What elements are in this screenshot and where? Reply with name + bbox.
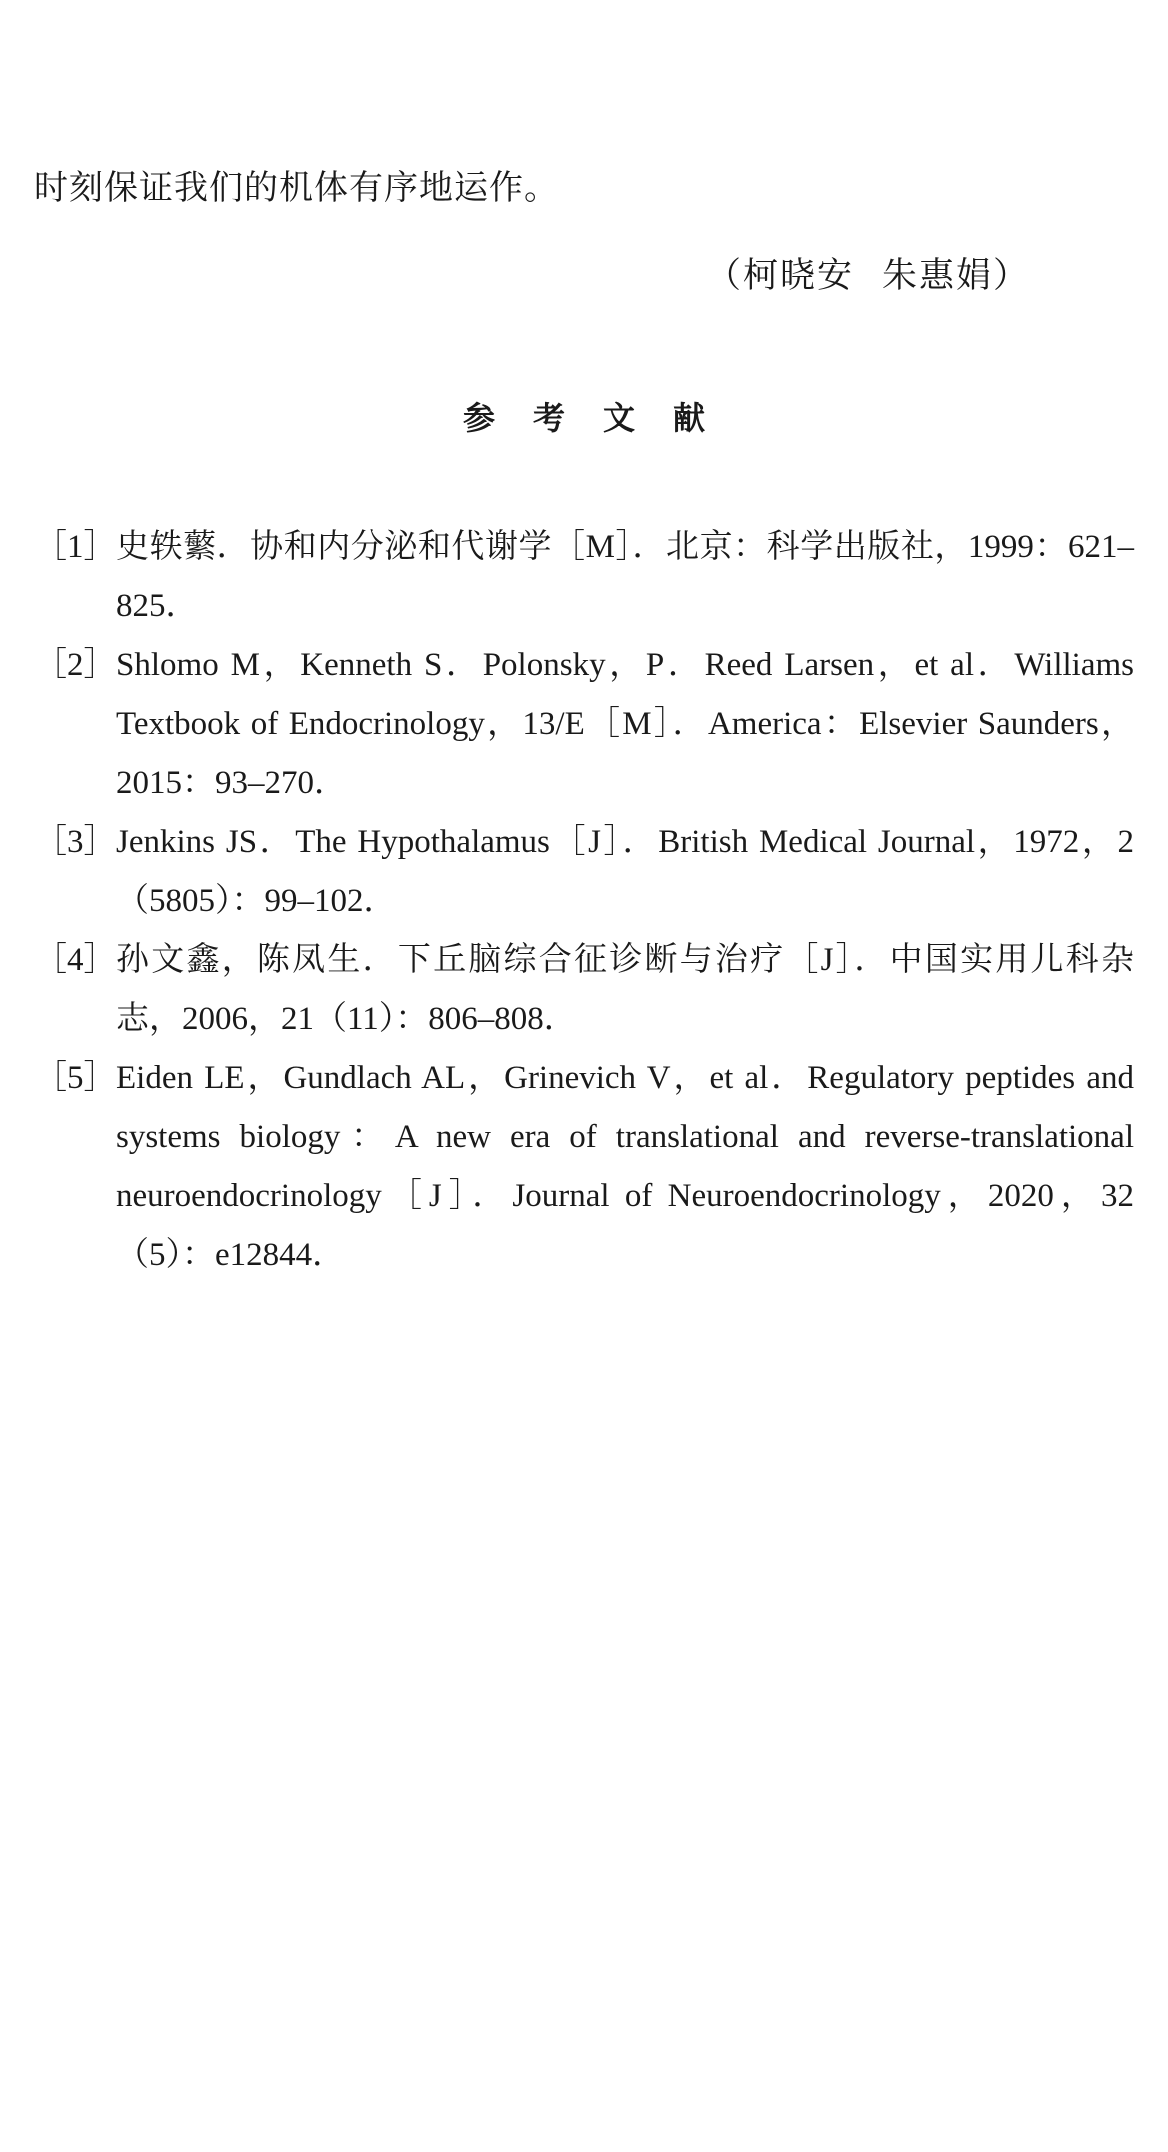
reference-item-3 bbox=[34, 813, 1134, 931]
author-name-2: 朱惠娟 bbox=[882, 256, 994, 296]
reference-number: ［3］ bbox=[34, 824, 117, 860]
reference-item-1 bbox=[34, 518, 1134, 636]
author-name-1: 柯晓安 bbox=[743, 256, 855, 296]
reference-list bbox=[34, 518, 1134, 1285]
reference-item-4 bbox=[34, 931, 1134, 1049]
reference-text: Jenkins JS．The Hypothalamus［J］．British Medical Journal，1972，2（5805）：99–102． bbox=[116, 824, 1134, 919]
reference-number: ［1］ bbox=[34, 529, 117, 565]
author-close-paren: ） bbox=[993, 256, 1031, 296]
author-open-paren: （ bbox=[706, 256, 744, 296]
reference-number: ［5］ bbox=[34, 1060, 117, 1096]
reference-item-5 bbox=[34, 1049, 1134, 1285]
reference-text: 孙文鑫，陈凤生．下丘脑综合征诊断与治疗［J］．中国实用儿科杂志，2006，21（11）：806–808． bbox=[116, 942, 1134, 1037]
body-paragraph: 时刻保证我们的机体有序地运作。 bbox=[34, 168, 559, 208]
reference-text: 史轶蘩．协和内分泌和代谢学［M］．北京：科学出版社，1999：621–825． bbox=[116, 529, 1134, 624]
reference-text: Eiden LE，Gundlach AL，Grinevich V，et al．Regulatory peptides and systems biology：A new era of translational and reverse-translational neuroendocrinology［J］．Journal of Neuroendocrinology，2020，32（5）：e12844． bbox=[116, 1060, 1134, 1273]
author-attribution bbox=[706, 248, 1106, 304]
reference-text: Shlomo M，Kenneth S．Polonsky，P．Reed Larsen，et al．Williams Textbook of Endocrinology，13/E［M］．America：Elsevier Saunders，2015：93–270． bbox=[116, 647, 1134, 801]
reference-number: ［2］ bbox=[34, 647, 117, 683]
references-heading: 参考文献 bbox=[462, 399, 743, 437]
reference-number: ［4］ bbox=[34, 942, 117, 978]
reference-item-2 bbox=[34, 636, 1134, 813]
